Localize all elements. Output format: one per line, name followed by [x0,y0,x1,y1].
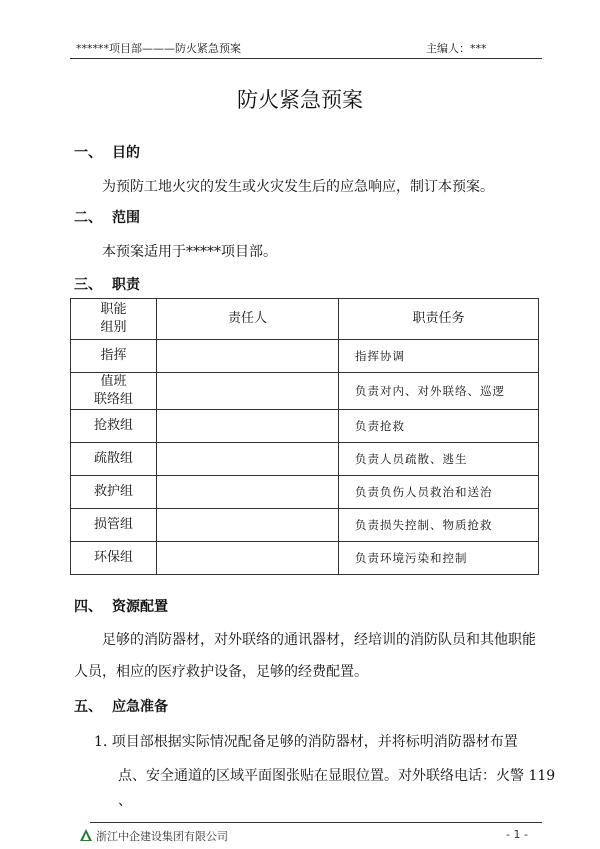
row-person [157,410,339,443]
duty-table [70,298,539,575]
row-group: 抢救组 [71,410,157,443]
row-group: 环保组 [71,542,157,575]
row-group: 指挥 [71,340,157,373]
row-group [71,373,157,410]
list-item-1-line1: 1. 项目部根据实际情况配备足够的消防器材，并将标明消防器材布置 [94,734,518,750]
header-task: 职责任务 [339,299,539,340]
row-group-line2: 联络组 [93,392,133,407]
header-group-line1: 职能 [100,302,127,317]
header-group-line2: 组别 [100,320,127,335]
section-body-resources-line1: 足够的消防器材，对外联络的通讯器材，经培训的消防队员和其他职能 [102,632,536,648]
table-row [71,373,539,410]
section-heading-duties [74,274,140,294]
company-logo-icon [80,829,92,841]
row-task: 负责损失控制、物质抢救 [339,509,539,542]
row-task: 负责人员疏散、逃生 [339,443,539,476]
header-divider [70,58,542,59]
header-person: 责任人 [157,299,339,340]
section-title: 目的 [112,145,140,161]
table-row [71,340,539,373]
row-task: 负责对内、对外联络、巡逻 [339,373,539,410]
header-editor: 主编人：*** [426,42,487,55]
row-person [157,509,339,542]
row-person [157,476,339,509]
section-number: 三、 [74,277,102,293]
section-title: 资源配置 [112,599,168,615]
table-row [71,443,539,476]
section-title: 职责 [112,277,140,293]
table-row [71,476,539,509]
section-number: 二、 [74,210,102,226]
section-heading-scope [74,207,140,227]
section-number: 五、 [74,699,102,715]
section-title: 应急准备 [112,699,168,715]
section-heading-purpose [74,142,140,162]
table-row [71,509,539,542]
row-task: 负责抢救 [339,410,539,443]
row-person [157,340,339,373]
section-number: 一、 [74,145,102,161]
row-group: 损管组 [71,509,157,542]
row-task: 负责负伤人员救治和送治 [339,476,539,509]
row-group: 疏散组 [71,443,157,476]
row-task: 指挥协调 [339,340,539,373]
row-group: 救护组 [71,476,157,509]
row-person [157,443,339,476]
footer-divider [90,822,542,823]
footer-company: 浙江中企建设集团有限公司 [96,830,228,843]
section-heading-preparation [74,696,168,716]
list-item-1-line3: 、 [118,793,132,809]
header-title: ******项目部———防火紧急预案 [76,42,241,55]
row-task: 负责环境污染和控制 [339,542,539,575]
table-header-row [71,299,539,340]
row-person [157,373,339,410]
section-title: 范围 [112,210,140,226]
row-person [157,542,339,575]
section-body-scope: 本预案适用于*****项目部。 [102,244,277,260]
page-number: - 1 - [506,828,528,841]
page-title: 防火紧急预案 [237,88,363,112]
section-heading-resources [74,596,168,616]
section-body-resources-line2: 人员，相应的医疗救护设备，足够的经费配置。 [74,664,368,680]
row-group-line1: 值班 [100,374,127,389]
table-row [71,542,539,575]
header-group [71,299,157,340]
section-body-purpose: 为预防工地火灾的发生或火灾发生后的应急响应，制订本预案。 [102,179,494,195]
list-item-1-line2: 点、安全通道的区域平面图张贴在显眼位置。对外联络电话：火警 119 [118,768,556,784]
section-number: 四、 [74,599,102,615]
table-row [71,410,539,443]
